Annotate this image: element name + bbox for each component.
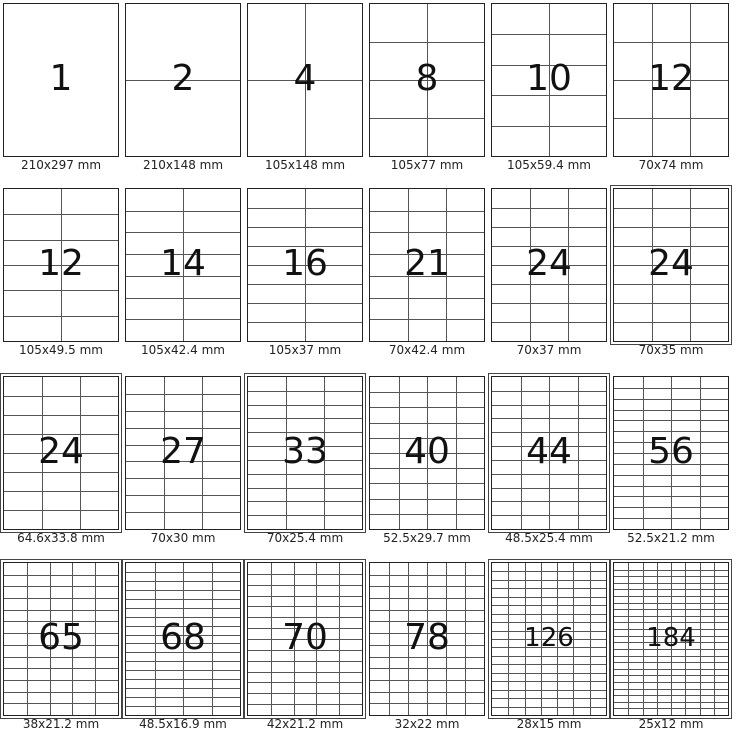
- label-row-divider: [126, 495, 240, 496]
- label-count: 27: [160, 431, 206, 472]
- label-row-divider: [4, 703, 118, 704]
- label-row-divider: [492, 322, 606, 323]
- label-sheet: [491, 188, 607, 342]
- label-count: 65: [38, 617, 84, 658]
- label-count: 16: [282, 243, 328, 284]
- label-sheet: [613, 3, 729, 157]
- label-row-divider: [4, 586, 118, 587]
- label-sheet: [491, 562, 607, 716]
- label-row-divider: [248, 501, 362, 502]
- label-row-divider: [248, 693, 362, 694]
- label-row-divider: [126, 512, 240, 513]
- label-row-divider: [614, 303, 728, 304]
- label-row-divider: [248, 661, 362, 662]
- label-count: 2: [171, 58, 195, 99]
- label-sheet: [3, 376, 119, 530]
- label-row-divider: [370, 319, 484, 320]
- label-row-divider: [248, 391, 362, 392]
- label-row-divider: [4, 472, 118, 473]
- label-row-divider: [248, 585, 362, 586]
- label-row-divider: [4, 680, 118, 681]
- label-row-divider: [248, 488, 362, 489]
- label-size-caption: 70x37 mm: [516, 343, 582, 357]
- label-row-divider: [614, 322, 728, 323]
- label-count: 8: [415, 58, 439, 99]
- label-sheet: [369, 188, 485, 342]
- label-size-caption: 210x148 mm: [142, 158, 224, 172]
- label-sheet: [125, 376, 241, 530]
- label-row-divider: [4, 668, 118, 669]
- label-size-caption: 70x74 mm: [638, 158, 704, 172]
- label-size-caption: 25x12 mm: [638, 717, 704, 731]
- label-count: 126: [524, 623, 574, 653]
- label-sheet: [369, 376, 485, 530]
- label-count: 40: [404, 431, 450, 472]
- label-row-divider: [248, 704, 362, 705]
- label-row-divider: [248, 474, 362, 475]
- label-size-caption: 105x77 mm: [390, 158, 464, 172]
- label-sheet: [613, 562, 729, 716]
- label-row-divider: [492, 208, 606, 209]
- label-row-divider: [492, 303, 606, 304]
- label-sheet: [3, 3, 119, 157]
- label-row-divider: [126, 428, 240, 429]
- label-sheet: [369, 3, 485, 157]
- label-size-caption: 70x42.4 mm: [388, 343, 466, 357]
- label-count: 44: [526, 431, 572, 472]
- label-size-caption: 70x30 mm: [150, 531, 216, 545]
- label-count: 68: [160, 617, 206, 658]
- label-sheet: [125, 188, 241, 342]
- label-sheet: [491, 3, 607, 157]
- label-row-divider: [4, 598, 118, 599]
- label-size-caption: 105x49.5 mm: [19, 343, 103, 357]
- label-row-divider: [248, 574, 362, 575]
- label-size-caption: 48.5x25.4 mm: [505, 531, 593, 545]
- label-row-divider: [4, 396, 118, 397]
- label-count: 14: [160, 243, 206, 284]
- label-count: 10: [526, 58, 572, 99]
- label-size-caption: 70x35 mm: [638, 343, 704, 357]
- label-count: 24: [648, 243, 694, 284]
- label-row-divider: [4, 610, 118, 611]
- label-count: 184: [646, 623, 696, 653]
- label-sheet: [247, 3, 363, 157]
- label-sheet: [247, 376, 363, 530]
- label-count: 4: [293, 58, 317, 99]
- label-row-divider: [370, 298, 484, 299]
- label-size-caption: 105x59.4 mm: [507, 158, 591, 172]
- label-sheet: [247, 562, 363, 716]
- label-row-divider: [4, 575, 118, 576]
- label-row-divider: [614, 208, 728, 209]
- label-row-divider: [248, 405, 362, 406]
- label-row-divider: [492, 227, 606, 228]
- label-sheet: [613, 188, 729, 342]
- label-count: 12: [648, 58, 694, 99]
- label-row-divider: [126, 394, 240, 395]
- label-row-divider: [370, 211, 484, 212]
- label-row-divider: [4, 415, 118, 416]
- label-sheet: [125, 562, 241, 716]
- label-sheet: [125, 3, 241, 157]
- label-count: 33: [282, 431, 328, 472]
- label-size-caption: 28x15 mm: [516, 717, 582, 731]
- label-sheet: [3, 188, 119, 342]
- label-size-caption: 105x148 mm: [264, 158, 346, 172]
- label-row-divider: [248, 606, 362, 607]
- label-size-caption: 210x297 mm: [20, 158, 102, 172]
- label-row-divider: [126, 411, 240, 412]
- label-count: 12: [38, 243, 84, 284]
- label-sheet: [247, 188, 363, 342]
- label-count: 1: [49, 58, 73, 99]
- label-size-caption: 105x37 mm: [268, 343, 342, 357]
- label-size-caption: 42x21.2 mm: [266, 717, 344, 731]
- label-row-divider: [248, 672, 362, 673]
- label-size-caption: 64.6x33.8 mm: [17, 531, 105, 545]
- label-row-divider: [614, 284, 728, 285]
- label-sheet: [3, 562, 119, 716]
- label-size-caption: 32x22 mm: [394, 717, 460, 731]
- label-row-divider: [248, 515, 362, 516]
- label-row-divider: [4, 510, 118, 511]
- label-row-divider: [248, 418, 362, 419]
- label-row-divider: [4, 491, 118, 492]
- label-count: 70: [282, 617, 328, 658]
- label-size-caption: 52.5x29.7 mm: [383, 531, 471, 545]
- label-sheet: [491, 376, 607, 530]
- label-count: 21: [404, 243, 450, 284]
- label-size-caption: 70x25.4 mm: [266, 531, 344, 545]
- label-count: 24: [526, 243, 572, 284]
- label-count: 78: [404, 617, 450, 658]
- label-row-divider: [614, 227, 728, 228]
- label-sheet: [613, 376, 729, 530]
- label-size-caption: 48.5x16.9 mm: [139, 717, 227, 731]
- label-row-divider: [4, 692, 118, 693]
- label-row-divider: [614, 118, 728, 119]
- label-count: 56: [648, 431, 694, 472]
- label-size-caption: 38x21.2 mm: [22, 717, 100, 731]
- label-row-divider: [370, 232, 484, 233]
- label-count: 24: [38, 431, 84, 472]
- label-sheet: [369, 562, 485, 716]
- label-row-divider: [492, 284, 606, 285]
- label-row-divider: [614, 42, 728, 43]
- label-row-divider: [248, 596, 362, 597]
- label-size-caption: 105x42.4 mm: [141, 343, 225, 357]
- label-size-caption: 52.5x21.2 mm: [627, 531, 715, 545]
- label-row-divider: [126, 478, 240, 479]
- label-row-divider: [248, 682, 362, 683]
